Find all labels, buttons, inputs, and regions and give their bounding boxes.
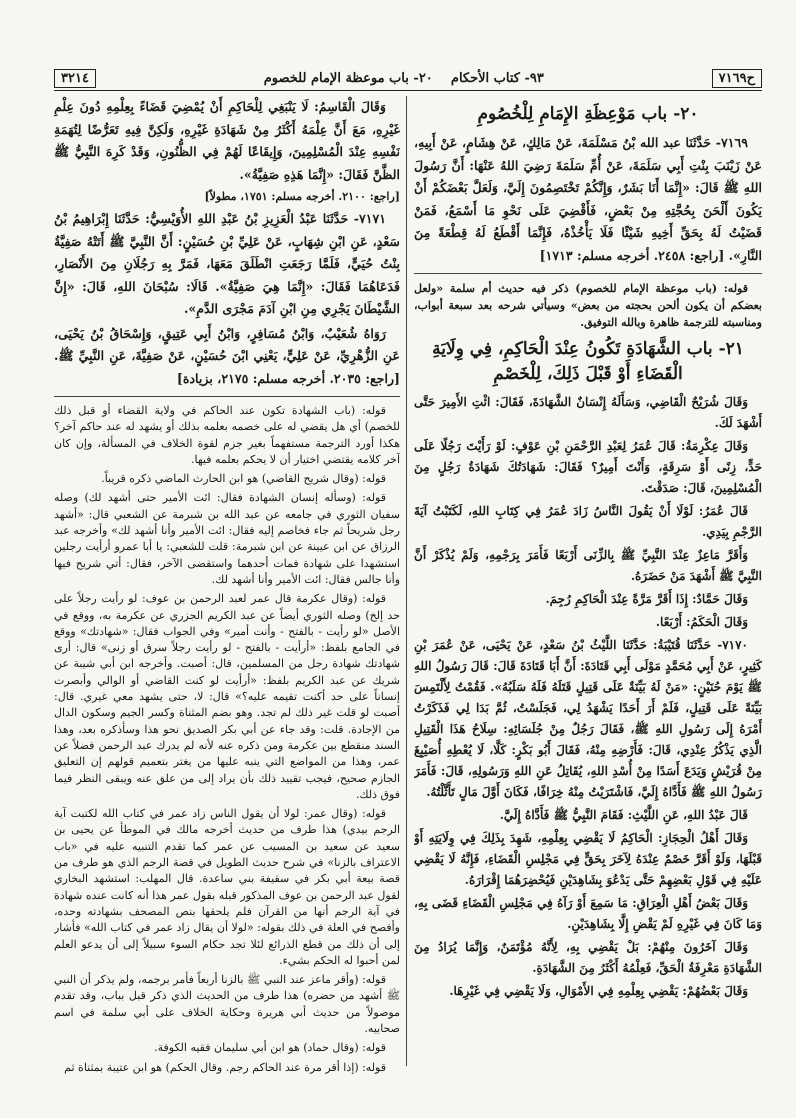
chapter-heading-20: ٢٠- باب مَوْعِظَةِ الإِمَامِ لِلْخُصُومِ	[477, 104, 699, 124]
text-umar: قَالَ عُمَرُ: لَوْلَا أَنْ يَقُولَ النَّاسُ زَادَ عُمَرُ فِي كِتَابِ اللهِ، لَكَتَبْتُ آيَةَ الرَّجْمِ بِيَدِي.	[414, 504, 762, 539]
commentary-paragraph: قوله: (وسأله إنسان الشهادة فقال: ائت الأمير حتى أشهد لك) وصله سفيان الثوري في جامعه عن عبد الله بن شبرمة عن الشعبي قال: «أشهد رجل شريحاً ثم جاء فخاصم إليه فقال: ائت الأمير وأنا أشهد لك» وأخرجه عبد الرزاق عن ابن عيينة عن ابن شبرمة: قلت للشعبي: يا أبا عمرو أرأيت رجلين استشهدا على شهادة فمات أحدهما واستقضى الآخر، فقال: أتي شريح فيها وأنا جالس فقال: ائت الأمير وأنا أشهد لك.	[54, 491, 400, 586]
hadith-7169: ٧١٦٩- حَدَّثَنَا عبد الله بْنُ مَسْلَمَةَ، عَنْ مَالِكٍ، عَنْ هِشَامٍ، عَنْ أَبِيهِ، عَنْ زَيْنَبَ بِنْتِ أَبِي سَلَمَةَ، عَنْ أُمِّ سَلَمَةَ رَضِيَ اللهُ عَنْهَا: أَنَّ رَسُولَ اللهِ ﷺ قَالَ: «إِنَّمَا أَنَا بَشَرٌ، وَإِنَّكُمْ تَخْتَصِمُونَ إِلَيَّ، وَلَعَلَّ بَعْضَكُمْ أَنْ يَكُونَ أَلْحَنَ بِحُجَّتِهِ مِنْ بَعْضٍ، فَأَقْضِيَ عَلَى نَحْوِ مَا أَسْمَعُ، فَمَنْ قَضَيْتُ لَهُ بِحَقِّ أَخِيهِ شَيْئًا فَلَا يَأْخُذْهُ، فَإِنَّمَا أَقْطَعُ لَهُ قِطْعَةً مِنَ النَّارِ». [راجع: ٢٤٥٨. أخرجه مسلم: ١٧١٣]	[414, 135, 762, 263]
commentary-paragraph: قوله: (وقال حماد) هو ابن أبي سليمان فقيه الكوفة.	[154, 1041, 386, 1055]
text-hakam: وَقَالَ الْحَكَمُ: أَرْبَعًا.	[655, 615, 748, 629]
section-rule	[54, 396, 400, 397]
commentary-paragraph: قوله: (وقال عمر: لولا أن يقول الناس زاد عمر في كتاب الله لكتبت آية الرجم بيدي) هذا طرف من حديث أخرجه مالك في الموطأ عن يحيى بن سعيد عن سعيد بن المسيب عن عمر كما تقدم التنبيه عليه في «باب الاعتراف بالزنا» في شرح حديث الطويل في قصة الرجم الذي هو طرف من قصة بيعة أبي بكر في سقيفة بني ساعدة. قال المهلب: استشهد البخاري لقول عبد الرحمن بن عوف المذكور قبله بقول عمر هذا أنه كانت عنده شهادة في آية الرجم أنها من القرآن فلم يلحقها بنص المصحف بشهادته وحده، وأفصح في العلة في ذلك بقوله: «لولا أن يقال زاد عمر في كتاب الله» فأشار إلى أن ذلك من قطع الذرائع لئلا تجد حكام السوء سبيلاً إلى أن يدعو العلم لمن أحبوا له الحكم بشيء.	[54, 807, 400, 967]
hadith-range-box: ح٧١٦٩	[712, 69, 762, 88]
chapter-heading-21-line-2: الْقَضَاءِ أَوْ قَبْلَ ذَلِكَ، لِلْخَصْمِ	[493, 364, 683, 384]
commentary-paragraph: قوله: (باب الشهادة تكون عند الحاكم في ولاية القضاء أو قبل ذلك للخصم) أي هل يقضي له على خصمه بعلمه بذلك أو يشهد له عند حاكم آخر؟ هكذا أورد الترجمة مستفهماً بغير جزم لقوة الخلاف في المسألة، وإن كان آخر كلامه يقتضي اختيار أن لا يحكم بعلمه فيها.	[54, 404, 400, 466]
text-hammad: وَقَالَ حَمَّادٌ: إِذَا أَقَرَّ مَرَّةً عِنْدَ الْحَاكِمِ رُجِمَ.	[545, 592, 748, 606]
right-column	[414, 96, 762, 1096]
text-shurayh: وَقَالَ شُرَيْحٌ الْقَاضِي، وَسَأَلَهُ إِنْسَانٌ الشَّهَادَةَ، فَقَالَ: ائْتِ الأَمِيرَ حَتَّى أَشْهَدَ لَكَ.	[414, 395, 762, 430]
text-akharun: وَقَالَ آخَرُونَ مِنْهُمْ: بَلْ يَقْضِي بِهِ، لِأَنَّهُ مُؤْتَمَنٌ، وَإِنَّمَا يُرَادُ مِنَ الشَّهَادَةِ مَعْرِفَةُ الْحَقِّ، فَعِلْمُهُ أَكْثَرُ مِنَ الشَّهَادَةِ.	[414, 940, 762, 975]
page-number: ٣٢١٤	[54, 69, 96, 88]
chapter-heading-21-line-1: ٢١- باب الشَّهَادَةِ تَكُونُ عِنْدَ الْحَاكِمِ، فِي وِلَايَةِ	[432, 339, 744, 359]
hadith-7171: ٧١٧١- حَدَّثَنَا عَبْدُ الْعَزِيزِ بْنُ عَبْدِ اللهِ الأُوَيْسِيُّ: حَدَّثَنَا إِبْرَاهِيمُ بْنُ سَعْدٍ، عَنِ ابْنِ شِهَابٍ، عَنْ عَلِيِّ بْنِ حُسَيْنٍ: أَنَّ النَّبِيَّ ﷺ أَتَتْهُ صَفِيَّةُ بِنْتُ حُيَيٍّ، فَلَمَّا رَجَعَتِ انْطَلَقَ مَعَهَا، فَمَرَّ بِهِ رَجُلَانِ مِنَ الأَنْصَارِ، فَدَعَاهُمَا فَقَالَ: «إِنَّمَا هِيَ صَفِيَّةُ». قَالَا: سُبْحَانَ اللهِ، قَالَ: «إِنَّ الشَّيْطَانَ يَجْرِي مِنِ ابْنِ آدَمَ مَجْرَى الدَّمِ».	[54, 211, 400, 316]
text-maiz: وَأَقَرَّ مَاعِزٌ عِنْدَ النَّبِيِّ ﷺ بِالزِّنَى أَرْبَعًا فَأَمَرَ بِرَجْمِهِ، وَلَمْ يُذْكَرْ أَنَّ النَّبِيَّ ﷺ أَشْهَدَ مَنْ حَضَرَهُ.	[414, 548, 762, 583]
commentary-paragraph: قوله: (وقال عكرمة قال عمر لعبد الرحمن بن عوف: لو رأيت رجلاً على حد إلخ) وصله الثوري أيضاً عن عبد الكريم الجزري عن عكرمة به، ووقع في الأصل «لو رأيت - بالفتح - وأنت أمير» وفي الجواب فقال: «شهادتك» ووقع في الجامع بلفظ: «أرأيت - بالفتح - لو رأيت رجلاً سرق أو زنى» قال: أرى شهادتك شهادة رجل من المسلمين، قال: أصبت. وأخرجه ابن أبي شيبة عن شريك عن عبد الكريم بلفظ: «أرأيت لو كنت القاضي أو الوالي وأبصرت إنساناً على حد أكنت تقيمه عليه؟» قال: لا، حتى يشهد معي غيري. قال: أصبت لو قلت غير ذلك لم تجد. وهو بضم المثناة وكسر الجيم وسكون الدال من الإجادة. قلت: وقد جاء عن أبي بكر الصديق نحو هذا وسأذكره بعد، وهذا السند منقطع بين عكرمة ومن ذكره عنه لأنه لم يدرك عبد الرحمن فضلاً عن عمر، وهذا من المواضع التي ينبه عليها من يغتر بتعميم قولهم إن التعليق الجازم صحيح، فيجب تقييد ذلك بأن يراد إلى من علق عنه ويبقى النظر فيما فوق ذلك.	[54, 592, 400, 801]
text-qasim: وَقَالَ الْقَاسِمُ: لَا يَنْبَغِي لِلْحَاكِمِ أَنْ يُمْضِيَ قَضَاءً بِعِلْمِهِ دُونَ عِلْمِ غَيْرِهِ، مَعَ أَنَّ عِلْمَهُ أَكْثَرُ مِنْ شَهَادَةِ غَيْرِهِ، وَلَكِنَّ فِيهِ تَعَرُّضًا لِتُهَمَةِ نَفْسِهِ عِنْدَ الْمُسْلِمِينَ، وَإِيقَاعًا لَهُمْ فِي الظُّنُونِ، وَقَدْ كَرِهَ النَّبِيُّ ﷺ الظَّنَّ فَقَالَ: «إِنَّمَا هَذِهِ صَفِيَّةُ».	[54, 99, 400, 182]
text-rawah: رَوَاهُ شُعَيْبٌ، وَابْنُ مُسَافِرٍ، وَابْنُ أَبِي عَتِيقٍ، وَإِسْحَاقُ بْنُ يَحْيَى، عَنِ الزُّهْرِيِّ، عَنْ عَلِيٍّ، يَعْنِي ابْنَ حُسَيْنٍ، عَنْ صَفِيَّةَ، عَنِ النَّبِيِّ ﷺ. [راجع: ٢٠٣٥. أخرجه مسلم: ٢١٧٥، بزيادة]	[54, 325, 400, 386]
chapter-heading-21	[414, 337, 762, 387]
hadith-7170: ٧١٧٠- حَدَّثَنَا قُتَيْبَةُ: حَدَّثَنَا اللَّيْثُ بْنُ سَعْدٍ، عَنْ يَحْيَى، عَنْ عُمَرَ بْنِ كَثِيرٍ، عَنْ أَبِي مُحَمَّدٍ مَوْلَى أَبِي قَتَادَةَ: أَنَّ أَبَا قَتَادَةَ قَالَ: قَالَ رَسُولُ اللهِ ﷺ يَوْمَ حُنَيْنٍ: «مَنْ لَهُ بَيِّنَةٌ عَلَى قَتِيلٍ قَتَلَهُ فَلَهُ سَلَبُهُ». فَقُمْتُ لِأَلْتَمِسَ بَيِّنَةً عَلَى قَتِيلٍ، فَلَمْ أَرَ أَحَدًا يَشْهَدُ لِي، فَجَلَسْتُ، ثُمَّ بَدَا لِي فَذَكَرْتُ أَمْرَهُ إِلَى رَسُولِ اللهِ ﷺ، فَقَالَ رَجُلٌ مِنْ جُلَسَائِهِ: سِلَاحُ هَذَا الْقَتِيلِ الَّذِي يَذْكُرُ عِنْدِي، قَالَ: فَأَرْضِهِ مِنْهُ، فَقَالَ أَبُو بَكْرٍ: كَلَّا، لَا يُعْطِهِ أُصَيْبِغَ مِنْ قُرَيْشٍ وَيَدَعَ أَسَدًا مِنْ أُسْدِ اللهِ، يُقَاتِلُ عَنِ اللهِ وَرَسُولِهِ، قَالَ: فَأَمَرَ رَسُولُ اللهِ ﷺ فَأَدَّاهُ إِلَيَّ، فَاشْتَرَيْتُ مِنْهُ خِرَافًا، فَكَانَ أَوَّلَ مَالٍ تَأَثَّلْتُهُ.	[414, 638, 762, 799]
commentary-paragraph: قوله: (إذا أقر مرة عند الحاكم رجم. وقال الحكم) هو ابن عتيبة بمثناة ثم	[64, 1060, 386, 1074]
section-rule	[414, 273, 762, 274]
text-badhuhum: وَقَالَ بَعْضُهُمْ: يَقْضِي بِعِلْمِهِ فِي الأَمْوَالِ، وَلَا يَقْضِي فِي غَيْرِهَا.	[449, 984, 748, 998]
text-ikrimah: وَقَالَ عِكْرِمَةُ: قَالَ عُمَرُ لِعَبْدِ الرَّحْمَنِ بْنِ عَوْفٍ: لَوْ رَأَيْتَ رَجُلًا عَلَى حَدٍّ، زِنًى أَوْ سَرِقَةٍ، وَأَنْتَ أَمِيرٌ؟ فَقَالَ: شَهَادَتُكَ شَهَادَةُ رَجُلٍ مِنَ الْمُسْلِمِينَ، قَالَ: صَدَقْتَ.	[414, 439, 762, 495]
chapter-title: ٢٠- باب موعظة الإمام للخصوم	[263, 70, 433, 86]
reference-note: [راجع: ٢١٠٠. أخرجه مسلم: ١٧٥١، مطولاً]	[204, 190, 400, 203]
page-header	[54, 68, 762, 88]
commentary-chapter-20: قوله: (باب موعظة الإمام للخصوم) ذكر فيه حديث أم سلمة «ولعل بعضكم أن يكون ألحن بحجته من بعض» وسيأتي شرحه بعد سبعة أبواب، ومناسبته للترجمة ظاهرة وبالله التوفيق.	[414, 282, 762, 329]
column-divider	[406, 96, 407, 1066]
text-ahl-hijaz: وَقَالَ أَهْلُ الْحِجَازِ: الْحَاكِمُ لَا يَقْضِي بِعِلْمِهِ، شَهِدَ بِذَلِكَ فِي وِلَايَتِهِ أَوْ قَبْلَهَا، وَلَوْ أَقَرَّ خَصْمٌ عِنْدَهُ لِآخَرَ بِحَقٍّ فِي مَجْلِسِ الْقَضَاءِ، فَإِنَّهُ لَا يَقْضِي عَلَيْهِ فِي قَوْلِ بَعْضِهِمْ حَتَّى يَدْعُوَ بِشَاهِدَيْنِ فَيُحْضِرَهُمَا إِقْرَارَهُ.	[414, 831, 762, 887]
header-rule	[54, 90, 762, 91]
text-abdullah: قَالَ عَبْدُ اللهِ، عَنِ اللَّيْثِ: فَقَامَ النَّبِيُّ ﷺ فَأَدَّاهُ إِلَيَّ.	[499, 808, 748, 822]
left-column	[54, 96, 400, 1096]
running-title	[96, 71, 712, 86]
text-ahl-iraq: وَقَالَ بَعْضُ أَهْلِ الْعِرَاقِ: مَا سَمِعَ أَوْ رَآهُ فِي مَجْلِسِ الْقَضَاءِ قَضَى بِهِ، وَمَا كَانَ فِي غَيْرِهِ لَمْ يَقْضِ إِلَّا بِشَاهِدَيْنِ.	[414, 896, 762, 931]
commentary-paragraph: قوله: (وقال شريح القاضي) هو ابن الحارث الماضي ذكره قريباً.	[101, 472, 386, 486]
book-title: ٩٣- كتاب الأحكام	[450, 70, 544, 86]
commentary-paragraph: قوله: (وأقر ماعز عند النبي ﷺ بالزنا أربعاً فأمر برجمه، ولم يذكر أن النبي ﷺ أشهد من حضره) هذا طرف من الحديث الذي ذكر قبل بباب، وقد تقدم موصولاً من حديث أبي هريرة وحكاية الخلاف على أبي سلمة في اسم صحابيه.	[54, 973, 400, 1035]
